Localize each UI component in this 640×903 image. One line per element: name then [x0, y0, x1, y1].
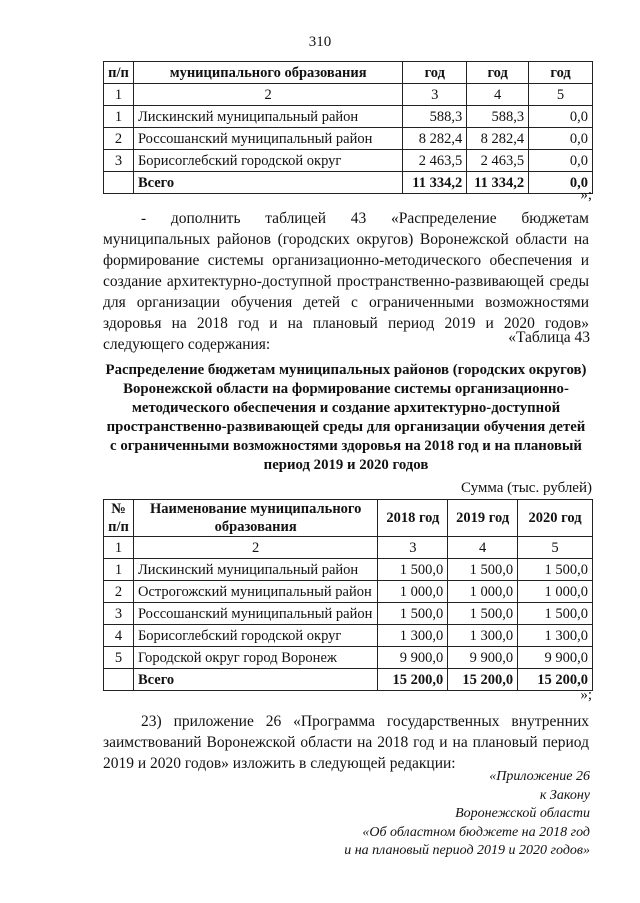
table-1-total-row — [104, 172, 593, 194]
table-cell: 1 — [104, 537, 134, 559]
appendix-line: «Об областном бюджете на 2018 год — [362, 824, 590, 840]
table-cell: 3 — [403, 84, 467, 106]
table-1-numbering-row — [104, 84, 593, 106]
table-cell: 4 — [467, 84, 529, 106]
total-value: 11 334,2 — [467, 172, 529, 194]
total-value: 0,0 — [529, 172, 593, 194]
table-cell: 588,3 — [467, 106, 529, 128]
table-cell: Борисоглебский городской округ — [133, 625, 377, 647]
table-cell: 1 — [104, 559, 134, 581]
table-cell: 1 300,0 — [378, 625, 448, 647]
table-2-header-row — [104, 500, 593, 537]
table-cell: 1 — [104, 106, 134, 128]
table-cell: 0,0 — [529, 128, 593, 150]
appendix-line: «Приложение 26 — [489, 769, 590, 784]
table-2-header-cell: 2020 год — [518, 500, 593, 537]
table-cell: 1 500,0 — [378, 603, 448, 625]
table-cell: 5 — [518, 537, 593, 559]
table-row — [104, 106, 593, 128]
table-row — [104, 128, 593, 150]
table-cell: 1 000,0 — [378, 581, 448, 603]
table-cell: 8 282,4 — [403, 128, 467, 150]
table-1-header-cell: год — [467, 62, 529, 84]
table-cell: 3 — [378, 537, 448, 559]
table-row — [104, 625, 593, 647]
closing-quote: »; — [580, 187, 592, 203]
table-cell: Борисоглебский городской округ — [133, 150, 402, 172]
item-23-paragraph — [103, 711, 589, 774]
table-cell: 4 — [104, 625, 134, 647]
page-number: 310 — [308, 34, 332, 50]
table-cell: Лискинский муниципальный район — [133, 559, 377, 581]
table-cell: 588,3 — [403, 106, 467, 128]
appendix-line: и на плановый период 2019 и 2020 годов» — [344, 843, 590, 858]
table-cell: 1 500,0 — [378, 559, 448, 581]
table-2-header-cell: № п/п — [104, 500, 134, 537]
units-label: Сумма (тыс. рублей) — [460, 480, 592, 496]
table-cell: 0,0 — [529, 150, 593, 172]
table-cell: 1 500,0 — [448, 559, 518, 581]
table-cell: 2 — [104, 581, 134, 603]
table-cell: 5 — [529, 84, 593, 106]
table-cell: 1 000,0 — [518, 581, 593, 603]
table-cell: 2 — [104, 128, 134, 150]
paragraph-text: - дополнить таблицей 43 «Распределение бюджетам муниципальных районов (городских округов) Воронежской области на формирование системы организационно-методического обеспечения и создание архитектурно-доступной пространственно-развивающей среды для организации обучения детей с ограниченными возможностями здоровья на 2018 год и на плановый период 2019 и 2020 годов» следующего содержания: — [103, 210, 589, 353]
table-2-header-cell: 2019 год — [448, 500, 518, 537]
table-cell: 5 — [104, 647, 134, 669]
table-row — [104, 603, 593, 625]
table-1-header-cell: муниципального образования — [133, 62, 402, 84]
table-cell: Россошанский муниципальный район — [133, 603, 377, 625]
table-2 — [103, 499, 593, 691]
appendix-line: к Закону — [539, 787, 590, 803]
table-cell: 1 — [104, 84, 134, 106]
total-label: Всего — [133, 172, 402, 194]
table-cell — [104, 669, 134, 691]
closing-quote: »; — [580, 687, 592, 703]
table-cell: 3 — [104, 603, 134, 625]
table-row — [104, 647, 593, 669]
table-cell: 1 500,0 — [518, 603, 593, 625]
table-cell: Лискинский муниципальный район — [133, 106, 402, 128]
paragraph-text: 23) приложение 26 «Программа государственных внутренних заимствований Воронежской области на 2018 год и на плановый период 2019 и 2020 годов» изложить в следующей редакции: — [103, 713, 589, 772]
total-label: Всего — [133, 669, 377, 691]
table-row — [104, 581, 593, 603]
table-cell: 9 900,0 — [378, 647, 448, 669]
table-2-total-row — [104, 669, 593, 691]
table-row — [104, 150, 593, 172]
total-value: 15 200,0 — [448, 669, 518, 691]
table-cell: Городской округ город Воронеж — [133, 647, 377, 669]
table-cell: 9 900,0 — [518, 647, 593, 669]
table-1 — [103, 61, 593, 194]
table-1-header-cell: год — [529, 62, 593, 84]
table-cell: Острогожский муниципальный район — [133, 581, 377, 603]
table-cell: 1 300,0 — [448, 625, 518, 647]
table-cell: 2 — [133, 84, 402, 106]
table-cell: 2 463,5 — [467, 150, 529, 172]
table-cell: 2 463,5 — [403, 150, 467, 172]
table-cell: Россошанский муниципальный район — [133, 128, 402, 150]
table-cell: 1 000,0 — [448, 581, 518, 603]
table-cell: 0,0 — [529, 106, 593, 128]
total-value: 15 200,0 — [518, 669, 593, 691]
table-cell — [104, 172, 134, 194]
total-value: 11 334,2 — [403, 172, 467, 194]
table-1-header-row — [104, 62, 593, 84]
total-value: 15 200,0 — [378, 669, 448, 691]
table-cell: 4 — [448, 537, 518, 559]
table-cell: 2 — [133, 537, 377, 559]
table-cell: 9 900,0 — [448, 647, 518, 669]
table-1-header-cell: год — [403, 62, 467, 84]
appendix-line: Воронежской области — [455, 806, 590, 821]
table-label: «Таблица 43 — [508, 329, 590, 346]
table-cell: 1 500,0 — [448, 603, 518, 625]
table-cell: 1 300,0 — [518, 625, 593, 647]
table-1-header-cell: п/п — [104, 62, 134, 84]
table-2-numbering-row — [104, 537, 593, 559]
table-title: Распределение бюджетам муниципальных районов (городских округов) Воронежской области на формирование системы организационно-методического обеспечения и создание архитектурно-доступной пространственно-развивающей среды для организации обучения детей с ограниченными возможностями здоровья на 2018 год и на плановый период 2019 и 2020 годов — [105, 362, 587, 473]
table-row — [104, 559, 593, 581]
table-2-header-cell: Наименование муниципального образования — [133, 500, 377, 537]
table-2-header-cell: 2018 год — [378, 500, 448, 537]
table-cell: 8 282,4 — [467, 128, 529, 150]
appendix-header — [344, 768, 590, 861]
table-cell: 3 — [104, 150, 134, 172]
table-cell: 1 500,0 — [518, 559, 593, 581]
